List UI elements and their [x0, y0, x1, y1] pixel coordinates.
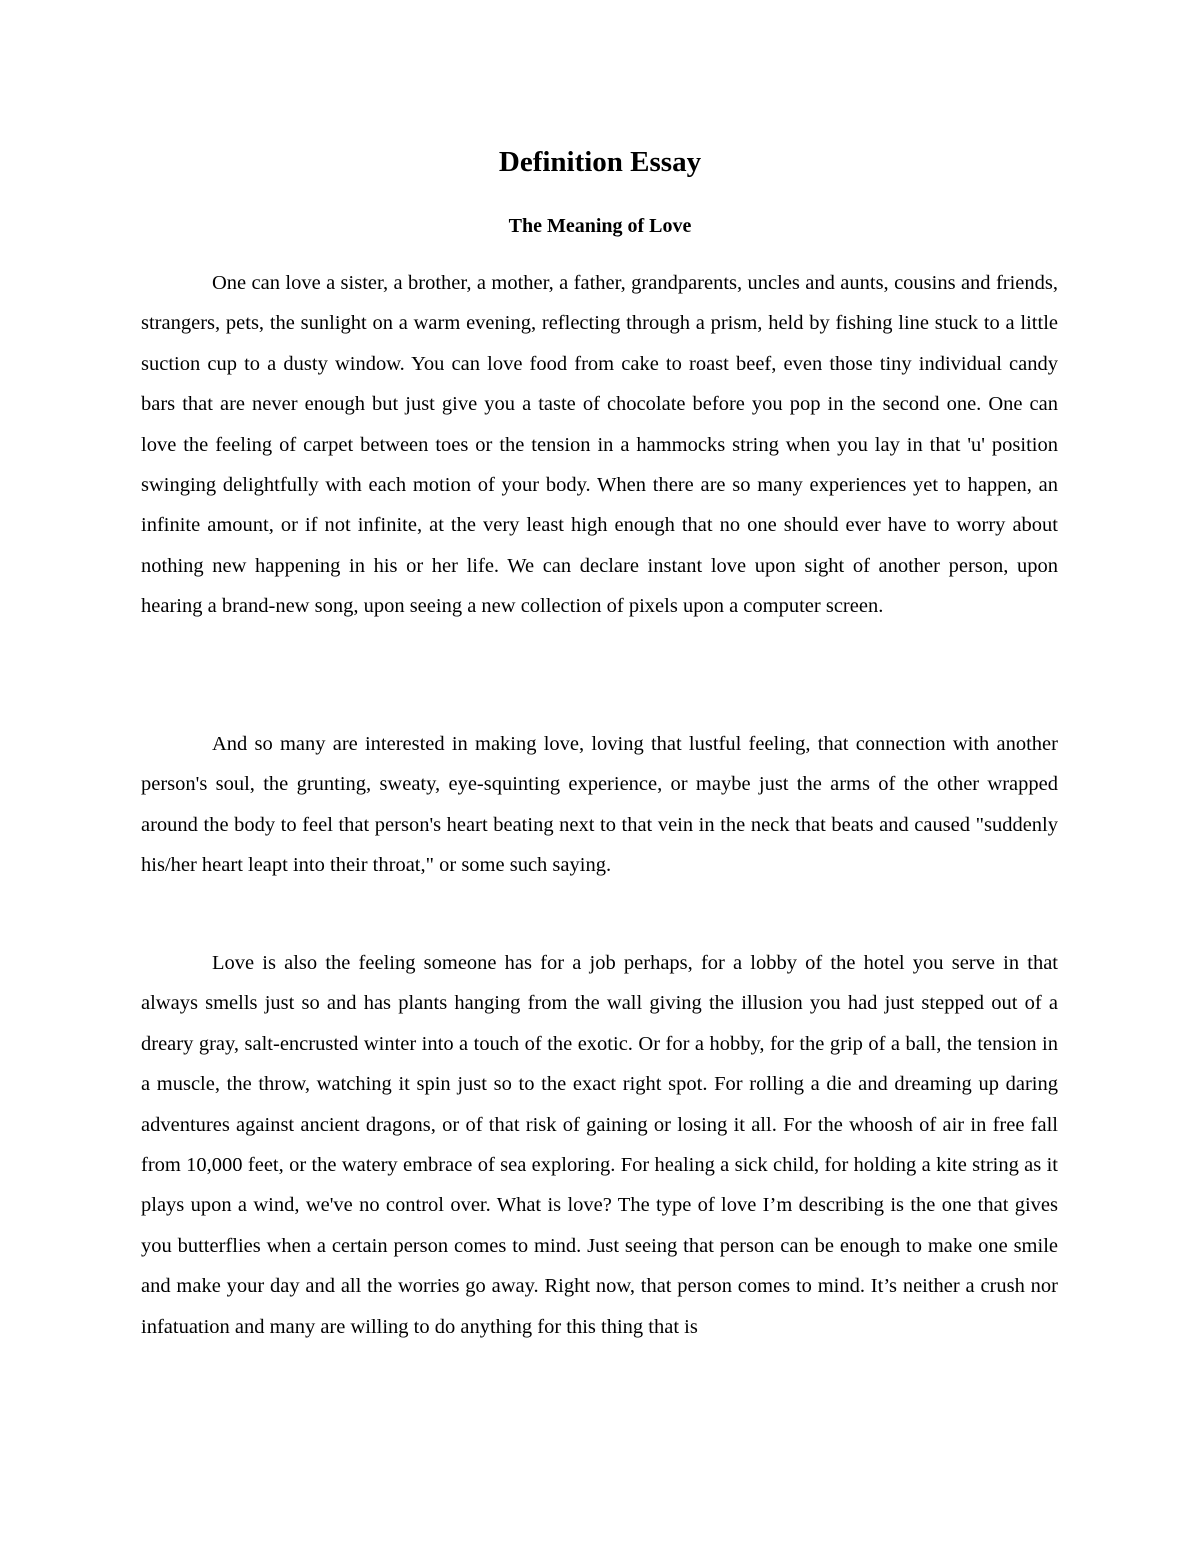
paragraph-3: Love is also the feeling someone has for a job perhaps, for a lobby of the hotel you serve in that always smells just so and has plants hanging from the wall giving the illusion you had just stepped out of a dreary gray, salt-encrusted winter into a touch of the exotic. Or for a hobby, for the grip of a ball, the tension in a muscle, the throw, watching it spin just so to the exact right spot. For rolling a die and dreaming up daring adventures against ancient dragons, or of that risk of gaining or losing it all. For the whoosh of air in free fall from 10,000 feet, or the watery embrace of sea exploring. For healing a sick child, for holding a kite string as it plays upon a wind, we've no control over. What is love? The type of love I’m describing is the one that gives you butterflies when a certain person comes to mind. Just seeing that person can be enough to make one smile and make your day and all the worries go away. Right now, that person comes to mind. It’s neither a crush nor infatuation and many are willing to do anything for this thing that is [141, 952, 1058, 1338]
paragraph-1: One can love a sister, a brother, a mother, a father, grandparents, uncles and aunts, cousins and friends, strangers, pets, the sunlight on a warm evening, reflecting through a prism, held by fishing line stuck to a little suction cup to a dusty window. You can love food from cake to roast beef, even those tiny individual candy bars that are never enough but just give you a taste of chocolate before you pop in the second one. One can love the feeling of carpet between toes or the tension in a hammocks string when you lay in that 'u' position swinging delightfully with each motion of your body. When there are so many experiences yet to happen, an infinite amount, or if not infinite, at the very least high enough that no one should ever have to worry about nothing new happening in his or her life. We can declare instant love upon sight of another person, upon hearing a brand-new song, upon seeing a new collection of pixels upon a computer screen. [141, 272, 1058, 618]
essay-subtitle: The Meaning of Love [508, 215, 692, 237]
essay-title: Definition Essay [498, 146, 702, 178]
paragraph-2: And so many are interested in making love, loving that lustful feeling, that connection with another person's soul, the grunting, sweaty, eye-squinting experience, or maybe just the arms of the other wrapped around the body to feel that person's heart beating next to that vein in the neck that beats and caused "suddenly his/her heart leapt into their throat," or some such saying. [141, 733, 1058, 877]
